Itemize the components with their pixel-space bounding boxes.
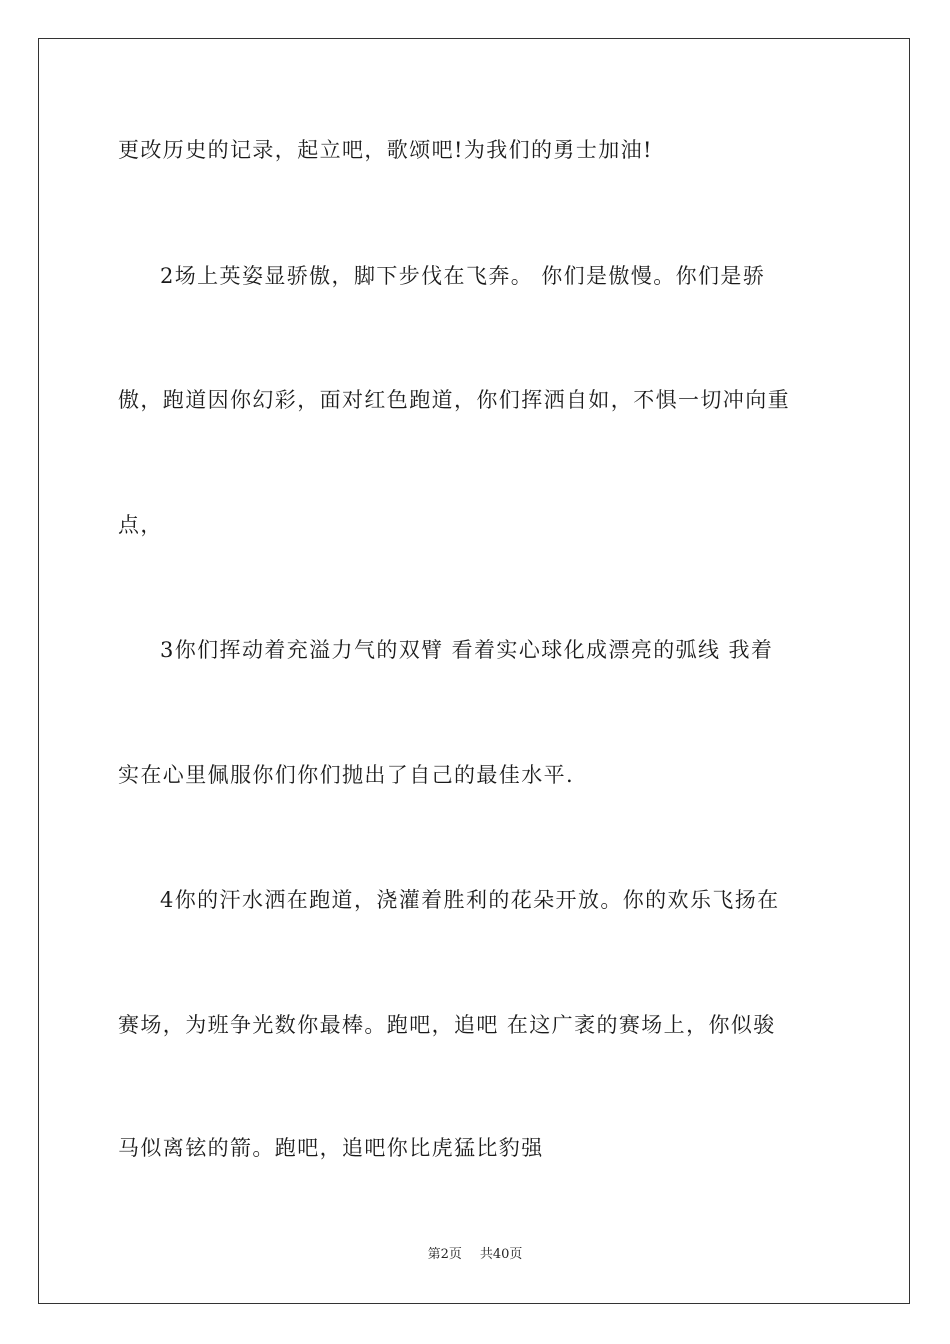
- page-footer: [0, 1246, 950, 1264]
- page-border: [38, 38, 910, 1304]
- body-line-9: 马似离铉的箭。跑吧，追吧你比虎猛比豹强: [118, 1136, 544, 1160]
- total-pages: 共40页: [479, 1247, 523, 1262]
- body-line-5: 3你们挥动着充溢力气的双臂 看着实心球化成漂亮的弧线 我着: [160, 638, 774, 662]
- body-line-6: 实在心里佩服你们你们抛出了自己的最佳水平.: [118, 763, 575, 787]
- body-line-2: 2场上英姿显骄傲，脚下步伐在飞奔。 你们是傲慢。你们是骄: [160, 264, 766, 288]
- body-line-8: 赛场，为班争光数你最棒。跑吧，追吧 在这广袤的赛场上，你似骏: [118, 1013, 776, 1037]
- body-line-3: 傲，跑道因你幻彩，面对红色跑道，你们挥洒自如，不惧一切冲向重: [118, 388, 790, 412]
- page-number: 第2页: [427, 1247, 462, 1262]
- body-line-4: 点，: [118, 513, 163, 537]
- body-line-1: 更改历史的记录，起立吧，歌颂吧!为我们的勇士加油!: [118, 138, 653, 162]
- body-line-7: 4你的汗水洒在跑道，浇灌着胜利的花朵开放。你的欢乐飞扬在: [160, 888, 780, 912]
